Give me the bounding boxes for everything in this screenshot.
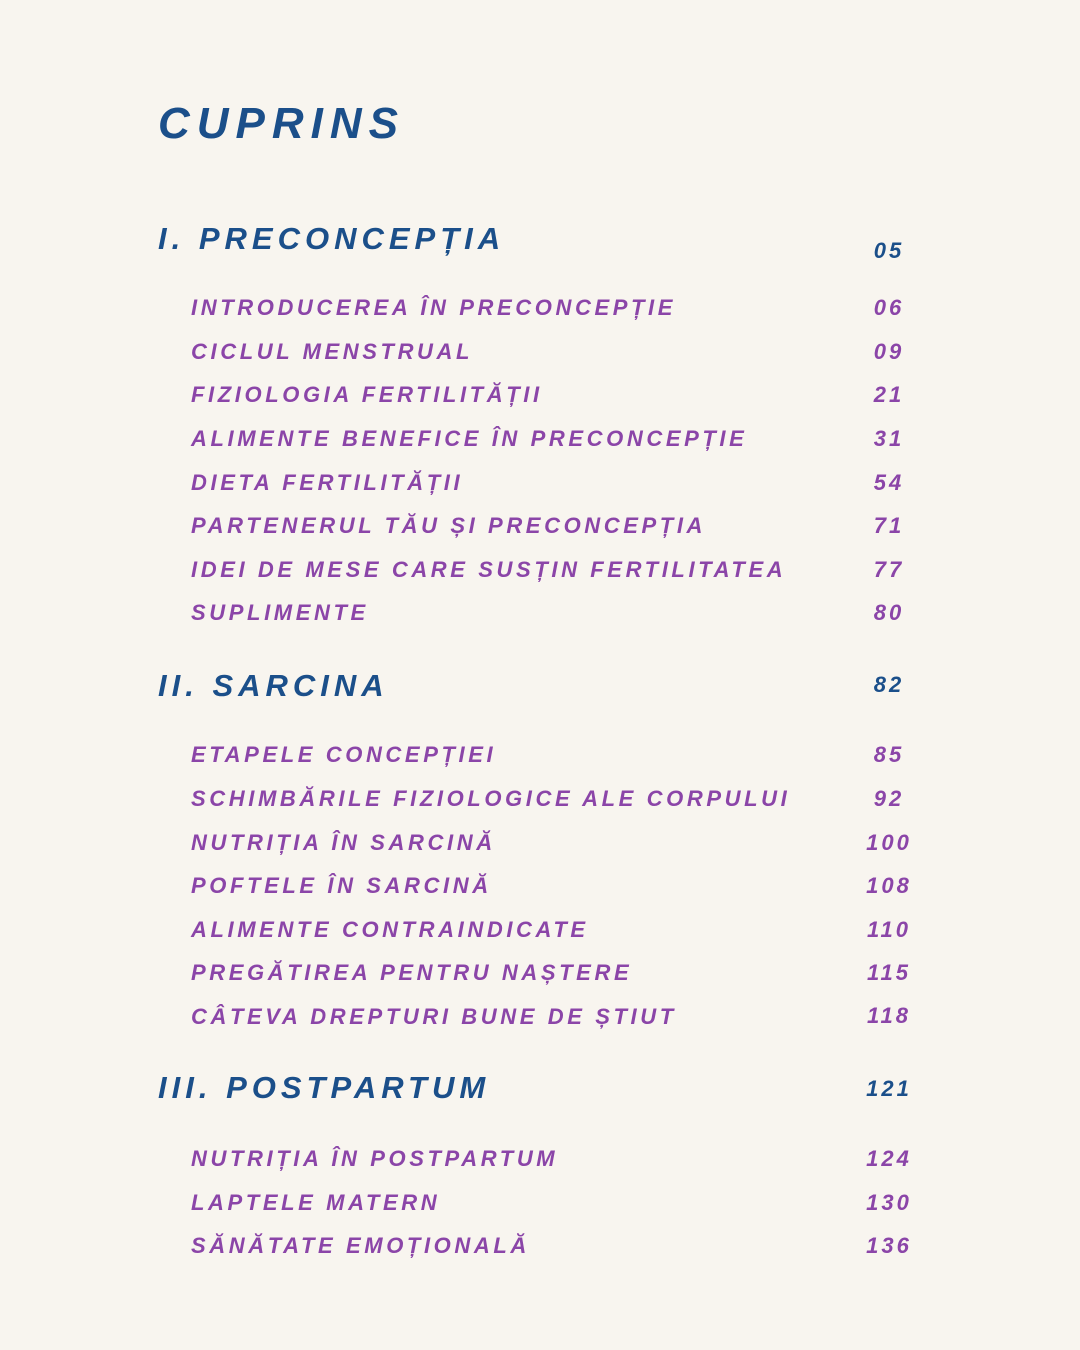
toc-entry-page: 06 <box>873 295 905 320</box>
toc-entry-title: INTRODUCEREA ÎN PRECONCEPȚIE <box>191 295 677 320</box>
toc-entry-title: LAPTELE MATERN <box>191 1190 441 1215</box>
toc-entry-title: SUPLIMENTE <box>191 600 369 625</box>
toc-entry-page: 92 <box>873 786 905 811</box>
toc-entry-title: ALIMENTE BENEFICE ÎN PRECONCEPȚIE <box>191 426 748 451</box>
toc-entry-page: 118 <box>866 1003 912 1028</box>
section-title-preconceptia: I. PRECONCEPȚIA <box>158 221 506 256</box>
toc-entry-title: PARTENERUL TĂU ȘI PRECONCEPȚIA <box>191 513 707 538</box>
toc-entry-page: 100 <box>866 830 912 855</box>
toc-entry-page: 80 <box>873 600 905 625</box>
toc-entry-title: IDEI DE MESE CARE SUSȚIN FERTILITATEA <box>191 557 787 582</box>
toc-entry-title: DIETA FERTILITĂȚII <box>191 470 464 495</box>
toc-entry-page: 136 <box>866 1233 912 1258</box>
toc-entry-title: PREGĂTIREA PENTRU NAȘTERE <box>191 960 633 985</box>
toc-entry-title: SCHIMBĂRILE FIZIOLOGICE ALE CORPULUI <box>191 786 791 811</box>
toc-entry-page: 54 <box>873 470 905 495</box>
toc-entry-title: ETAPELE CONCEPȚIEI <box>191 742 497 767</box>
toc-entry-title: ALIMENTE CONTRAINDICATE <box>191 917 589 942</box>
toc-entry-title: CICLUL MENSTRUAL <box>191 339 474 364</box>
section-page-number: 121 <box>866 1076 912 1101</box>
section-title-postpartum: III. POSTPARTUM <box>158 1070 491 1105</box>
section-page-number: 82 <box>873 672 905 697</box>
page-title: CUPRINS <box>158 99 406 148</box>
toc-entry-page: 110 <box>866 917 912 942</box>
toc-entry-title: NUTRIȚIA ÎN SARCINĂ <box>191 830 496 855</box>
toc-entry-page: 115 <box>866 960 912 985</box>
toc-entry-title: FIZIOLOGIA FERTILITĂȚII <box>191 382 543 407</box>
toc-entry-page: 77 <box>873 557 905 582</box>
toc-entry-page: 31 <box>873 426 905 451</box>
toc-entry-title: SĂNĂTATE EMOȚIONALĂ <box>191 1233 530 1258</box>
section-title-sarcina: II. SARCINA <box>158 668 389 703</box>
toc-entry-title: POFTELE ÎN SARCINĂ <box>191 873 492 898</box>
toc-entry-title: CÂTEVA DREPTURI BUNE DE ȘTIUT <box>191 1004 677 1029</box>
toc-entry-page: 130 <box>866 1190 912 1215</box>
toc-entry-page: 124 <box>866 1146 912 1171</box>
toc-entry-page: 71 <box>873 513 905 538</box>
toc-entry-page: 108 <box>866 873 912 898</box>
toc-entry-page: 85 <box>873 742 905 767</box>
toc-entry-title: NUTRIȚIA ÎN POSTPARTUM <box>191 1146 559 1171</box>
toc-entry-page: 09 <box>873 339 905 364</box>
section-page-number: 05 <box>873 238 905 263</box>
toc-entry-page: 21 <box>873 382 905 407</box>
